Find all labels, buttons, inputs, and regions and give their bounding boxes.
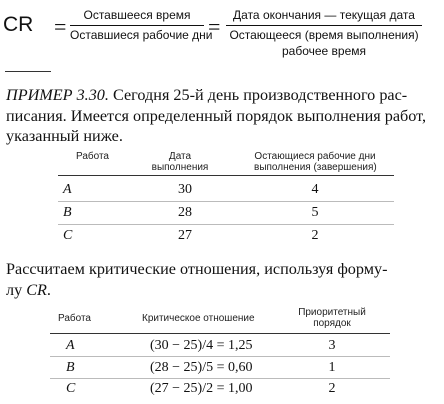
calc-line-2: лу CR. — [6, 280, 51, 299]
table2-order: 1 — [328, 360, 336, 375]
fraction-1-numerator: Оставшееся время — [83, 8, 191, 22]
fraction-2-denominator-line-2: рабочее время — [281, 44, 367, 58]
example-line-1-text: Сегодня 25-й день производственного рас- — [113, 86, 408, 104]
table1-header-job: Работа — [76, 151, 109, 162]
table1-header-rule — [58, 175, 394, 176]
example-line-1 — [6, 85, 444, 106]
formula-lhs: CR — [3, 13, 34, 36]
calc-cr: CR — [26, 280, 47, 299]
table2-header-ratio: Критическое отношение — [142, 313, 255, 324]
fraction-2-denominator-line-1: Остающееся (время выполнения) — [229, 28, 419, 42]
fraction-1-bar — [70, 25, 204, 26]
table2-row-rule — [50, 356, 390, 357]
fraction-2-bar — [226, 25, 422, 26]
formula-equals-1: = — [54, 14, 67, 39]
table1-due: 30 — [178, 182, 192, 197]
table2-header-order: Приоритетный порядок — [298, 307, 366, 329]
fraction-2-numerator: Дата окончания — текущая дата — [233, 8, 415, 22]
calc-paragraph — [6, 259, 444, 300]
table1-row-rule — [58, 201, 394, 202]
table1-days: 5 — [311, 205, 319, 220]
table1-due: 28 — [178, 205, 192, 220]
table2-order: 2 — [328, 381, 336, 396]
table2-job: C — [66, 381, 76, 396]
table1-header-due-date: Дата выполнения — [151, 151, 209, 173]
table1-days: 2 — [311, 228, 319, 243]
table2-job: A — [66, 338, 75, 353]
table1-job: A — [63, 182, 72, 197]
section-divider — [5, 71, 51, 72]
table1-job: C — [63, 228, 73, 243]
example-label: ПРИМЕР 3.30. — [6, 86, 109, 104]
example-line-3: указанный ниже. — [6, 127, 123, 145]
table2-row-rule — [50, 378, 390, 379]
table2-job: B — [66, 360, 75, 375]
example-line-2: писания. Имеется определенный порядок выполнения работ, — [6, 106, 427, 125]
table1-job: B — [63, 205, 72, 220]
formula-equals-2: = — [208, 14, 221, 39]
table2-header-job: Работа — [58, 313, 91, 324]
table2-order: 3 — [328, 338, 336, 353]
table2-header-rule — [50, 333, 390, 334]
calc-line-1: Рассчитаем критические отношения, используя форму- — [6, 260, 388, 278]
table2-ratio: (28 − 25)/5 = 0,60 — [150, 360, 253, 375]
table2-ratio: (27 − 25)/2 = 1,00 — [150, 381, 253, 396]
table1-header-remaining-days: Остающиеся рабочие дни выполнения (завершения) — [254, 151, 377, 173]
fraction-1-denominator: Оставшиеся рабочие дни — [70, 28, 213, 42]
table1-days: 4 — [311, 182, 319, 197]
table1-due: 27 — [178, 228, 192, 243]
table2-ratio: (30 − 25)/4 = 1,25 — [150, 338, 253, 353]
example-paragraph — [6, 85, 444, 147]
table1-row-rule — [58, 224, 394, 225]
